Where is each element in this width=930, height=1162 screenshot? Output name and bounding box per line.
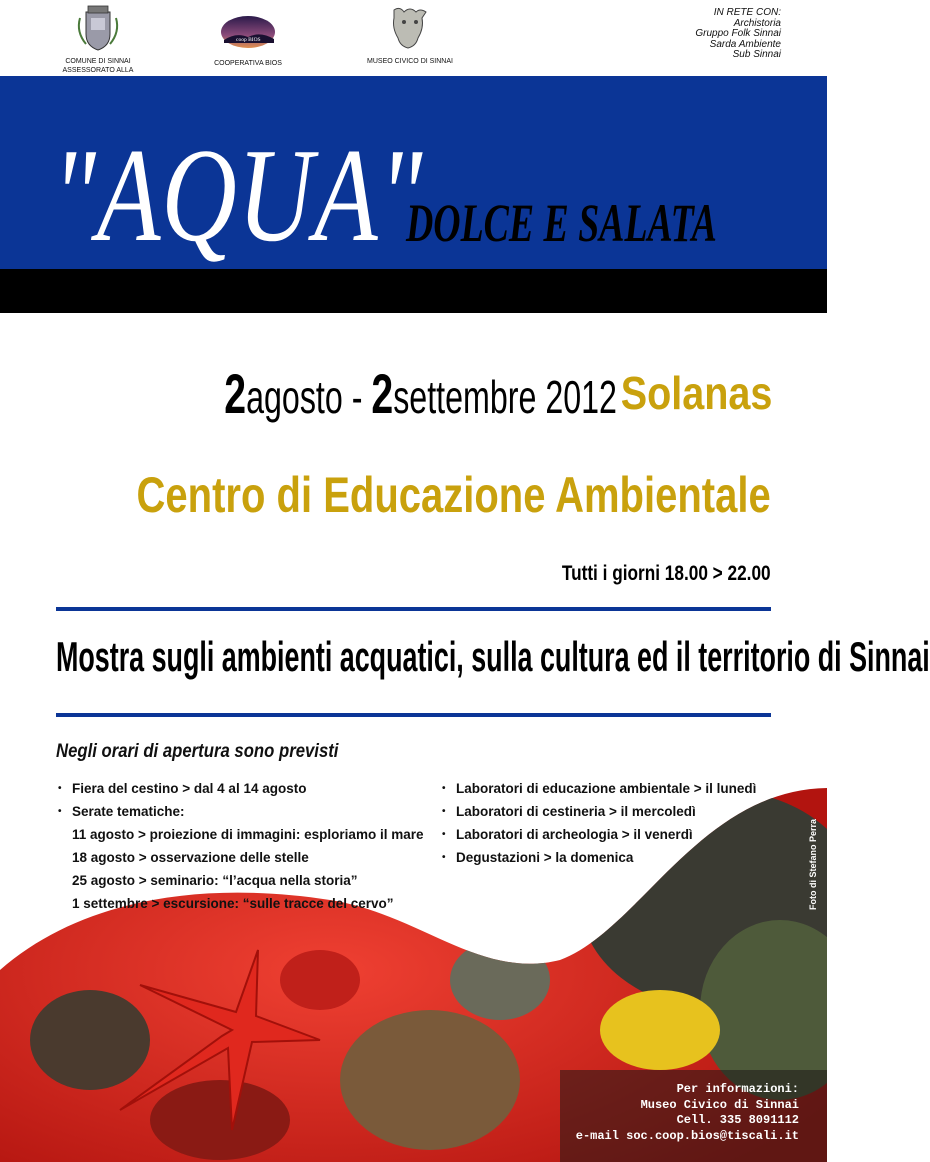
opening-hours: Tutti i giorni 18.00 > 22.00 (562, 562, 771, 585)
logo-caption: ASSESSORATO ALLA (62, 67, 134, 74)
network-partners (695, 8, 781, 61)
event-venue: Centro di Educazione Ambientale (136, 467, 771, 523)
list-item: 25 agosto > seminario: “l’acqua nella storia” (72, 873, 358, 888)
list-item: • Degustazioni > la domenica (456, 846, 756, 869)
photo-credit: Foto di Stefano Perra (808, 818, 818, 910)
logo-museo (362, 4, 458, 66)
logo-bios (210, 12, 286, 68)
contact-line: Cell. 335 8091112 (676, 1113, 799, 1127)
network-item: Sarda Ambiente (709, 38, 781, 50)
title-banner-black (0, 269, 827, 313)
logo-comune (48, 4, 148, 84)
coat-of-arms-icon (48, 4, 148, 52)
network-item: Archistoria (733, 17, 781, 29)
program-list-right (456, 777, 756, 869)
contact-line: Per informazioni: (676, 1082, 799, 1096)
list-item: • Fiera del cestino > dal 4 al 14 agosto (72, 777, 423, 800)
logo-caption: MUSEO CIVICO DI SINNAI (367, 58, 453, 65)
event-location: Solanas (620, 367, 772, 419)
bios-logo-icon (210, 12, 286, 52)
list-item: • Serate tematiche: (72, 800, 423, 823)
program-list-left (72, 777, 423, 915)
event-dates (56, 362, 617, 425)
network-item: Gruppo Folk Sinnai (695, 28, 781, 39)
contact-line: e-mail soc.coop.bios@tiscali.it (575, 1128, 799, 1143)
start-month: agosto - (246, 371, 372, 423)
list-item: 11 agosto > proiezione di immagini: esploriamo il mare (72, 827, 424, 842)
exhibition-headline: Mostra sugli ambienti acquatici, sulla cultura ed il territorio di Sinnai (56, 633, 930, 680)
list-item: • Laboratori di cestineria > il mercoledì (456, 800, 756, 823)
program-intro: Negli orari di apertura sono previsti (56, 741, 339, 762)
statue-icon (362, 4, 458, 52)
contact-info (576, 1082, 799, 1144)
end-day: 2 (371, 362, 394, 425)
contact-line: Museo Civico di Sinnai (640, 1097, 799, 1112)
network-title: IN RETE CON: (713, 7, 781, 18)
poster-title: "AQUA" (52, 121, 424, 269)
start-day: 2 (224, 362, 247, 425)
logo-caption: COOPERATIVA BIOS (214, 60, 282, 67)
list-item: 1 settembre > escursione: “sulle tracce del cervo” (72, 896, 394, 911)
end-month-year: settembre 2012 (393, 371, 617, 423)
list-item: 18 agosto > osservazione delle stelle (72, 850, 309, 865)
bios-logo-text: coop BIOS (236, 37, 261, 43)
poster-subtitle: DOLCE E SALATA (406, 193, 717, 253)
list-item: • Laboratori di educazione ambientale > il lunedì (456, 777, 756, 800)
divider-bottom (56, 713, 771, 717)
logo-caption: COMUNE DI SINNAI (65, 58, 131, 65)
divider-top (56, 607, 771, 611)
list-item: • Laboratori di archeologia > il venerdì (456, 823, 756, 846)
network-item: Sub Sinnai (732, 49, 781, 60)
